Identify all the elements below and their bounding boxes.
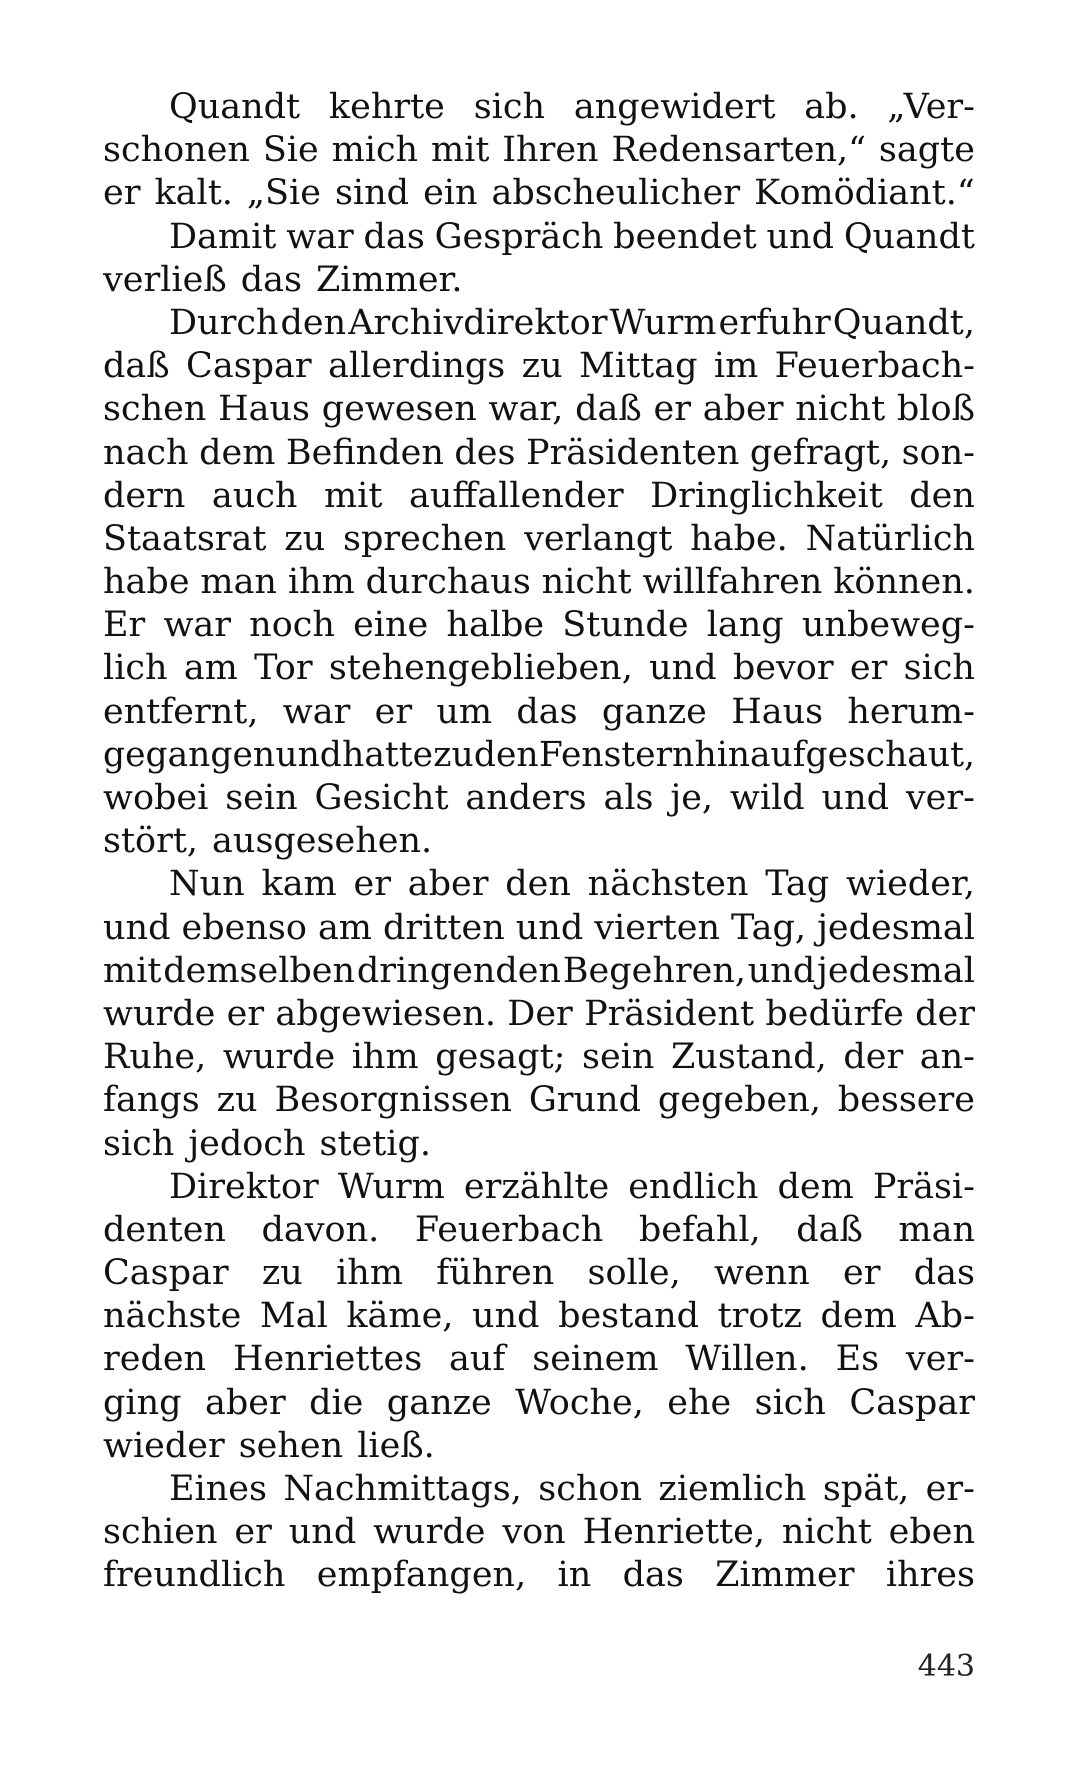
word: war <box>163 605 231 646</box>
word: Gespräch <box>434 216 604 257</box>
word: spät, <box>822 1469 910 1509</box>
word: nach <box>103 432 189 473</box>
body-text <box>103 86 975 1598</box>
word: wild <box>729 778 805 818</box>
word: zu <box>261 1253 303 1294</box>
word: je, <box>670 778 714 818</box>
word: durchaus <box>365 562 531 603</box>
word: lich <box>103 648 168 689</box>
word: war <box>286 216 354 257</box>
word: zu <box>284 518 326 559</box>
word: Caspar <box>849 1382 975 1423</box>
text-line <box>103 820 975 863</box>
word: Quandt <box>843 216 975 257</box>
word: bessere <box>837 1080 975 1121</box>
word: können. <box>833 562 975 603</box>
text-line <box>103 1252 975 1295</box>
word: das <box>622 1555 684 1596</box>
text-line <box>103 993 975 1036</box>
word: sagte <box>878 130 975 171</box>
word: bedürfe <box>765 993 904 1034</box>
word: willfahren <box>642 562 823 603</box>
word: hatte <box>342 734 434 775</box>
word: nicht <box>795 389 886 430</box>
word: unbeweg- <box>801 605 975 646</box>
word: Tor <box>254 648 313 689</box>
word: ihres <box>885 1555 975 1596</box>
word: ebenso <box>181 907 307 948</box>
word: sich <box>754 1382 826 1423</box>
text-line <box>103 432 975 475</box>
word: ehe <box>667 1382 732 1423</box>
word: son- <box>901 432 975 473</box>
word: ihm <box>336 1253 404 1294</box>
word: erzählte <box>463 1166 610 1207</box>
word: jedesmal <box>817 907 975 948</box>
word: demselben <box>163 950 356 991</box>
word: er <box>374 691 413 732</box>
word: empfangen, <box>316 1555 527 1596</box>
word: das <box>913 1253 975 1294</box>
word: der <box>843 1037 904 1078</box>
word: sprechen <box>343 518 507 559</box>
text-line <box>103 388 975 431</box>
word: Willen. <box>685 1339 809 1380</box>
text-line <box>103 1036 975 1079</box>
word: gesagt; <box>435 1037 566 1078</box>
word: allerdings <box>328 346 506 387</box>
word: Redensarten,“ <box>611 130 867 171</box>
word: anders <box>465 778 587 818</box>
word: Staatsrat <box>103 518 267 559</box>
word: am <box>183 648 238 689</box>
text-line <box>103 734 975 777</box>
word: Ruhe, <box>103 1037 207 1078</box>
word: sein <box>225 778 298 818</box>
word: Henriette, <box>582 1512 765 1553</box>
word: käme, <box>346 1296 454 1337</box>
word: verlangt <box>524 518 673 559</box>
word: die <box>309 1382 364 1423</box>
word: er- <box>925 1469 975 1509</box>
word: den <box>505 864 571 905</box>
word: den <box>473 734 539 775</box>
word: kam <box>261 864 337 905</box>
word: nicht <box>541 562 632 603</box>
word: Grund <box>528 1080 641 1121</box>
word: sein <box>581 1037 655 1078</box>
word: ganze <box>601 691 707 732</box>
text-line <box>103 1468 975 1511</box>
word: Damit <box>169 216 277 257</box>
word: Stunde <box>562 605 689 646</box>
word: er <box>234 1512 272 1553</box>
word: gewesen <box>321 389 477 430</box>
word: daß <box>796 1209 863 1250</box>
word: Er <box>103 605 146 646</box>
word: Wurm <box>609 302 717 343</box>
word: er <box>226 993 265 1034</box>
word: das <box>516 691 578 732</box>
word: Zimmer <box>715 1555 855 1596</box>
word: beendet <box>613 216 757 257</box>
text-line <box>103 1295 975 1338</box>
word: er <box>849 648 888 689</box>
word: bloß <box>896 389 975 430</box>
word: nächsten <box>587 864 749 905</box>
word: stetig. <box>319 1123 432 1164</box>
word: denten <box>103 1209 226 1250</box>
word: und <box>288 1512 357 1553</box>
word: gegangen <box>103 734 276 775</box>
word: schon <box>538 1469 642 1509</box>
text-line <box>103 907 975 950</box>
word: Gesicht <box>314 778 449 818</box>
word: dern <box>103 475 186 516</box>
text-line <box>103 475 975 518</box>
word: dritten <box>383 907 505 948</box>
word: jedoch <box>188 1123 306 1164</box>
word: Feuerbach <box>414 1209 604 1250</box>
word: ab. <box>804 87 859 127</box>
text-line <box>103 1425 975 1468</box>
word: Eines <box>169 1469 267 1509</box>
word: entfernt, <box>103 691 259 732</box>
word: Präsident <box>584 993 755 1034</box>
word: noch <box>249 605 335 646</box>
text-line <box>103 1123 975 1166</box>
word: sich <box>103 1123 175 1164</box>
word: Feuerbach- <box>774 346 975 387</box>
word: Quandt, <box>832 302 975 343</box>
word: freundlich <box>103 1555 286 1596</box>
word: Komödiant.“ <box>754 173 975 214</box>
word: ihm <box>351 1037 419 1078</box>
word: Es <box>835 1339 880 1380</box>
word: Sie <box>262 130 319 171</box>
word: aber <box>407 864 489 905</box>
word: er <box>843 1253 881 1294</box>
text-line <box>103 172 975 215</box>
word: mit <box>103 950 162 991</box>
text-line <box>103 604 975 647</box>
word: von <box>502 1512 566 1553</box>
word: wenn <box>714 1253 810 1294</box>
word: Mal <box>259 1296 328 1337</box>
word: ein <box>423 173 478 214</box>
word: bevor <box>732 648 834 689</box>
word: im <box>713 346 759 387</box>
word: ihm <box>287 562 355 603</box>
word: vierten <box>594 907 720 948</box>
word: Durch <box>169 302 279 343</box>
word: mit <box>323 475 383 516</box>
word: „Sie <box>246 173 321 214</box>
word: sich <box>473 87 546 127</box>
word: er <box>353 864 391 905</box>
word: als <box>603 778 654 818</box>
word: lang <box>706 605 784 646</box>
word: trotz <box>717 1296 802 1337</box>
word: Haus <box>731 691 824 732</box>
word: am <box>317 907 372 948</box>
word: aber <box>702 389 784 430</box>
text-line <box>103 86 975 129</box>
word: Natürlich <box>805 518 975 559</box>
word: Präsi- <box>872 1166 975 1207</box>
word: sich <box>903 648 975 689</box>
word: das <box>363 216 425 257</box>
word: Tag, <box>731 907 807 948</box>
word: schen <box>103 389 207 430</box>
word: dringenden <box>356 950 562 991</box>
word: zu <box>433 734 474 775</box>
word: war, <box>488 389 564 430</box>
word: hinaufgeschaut, <box>694 734 975 775</box>
word: Besorgnissen <box>274 1080 512 1121</box>
word: wurde <box>222 1037 336 1078</box>
word: den <box>280 302 347 343</box>
word: Wurm <box>337 1166 445 1207</box>
word: und <box>747 950 816 991</box>
text-line <box>103 1382 975 1425</box>
text-line <box>103 302 975 345</box>
word: und <box>275 734 342 775</box>
word: kalt. <box>154 173 233 214</box>
word: kehrte <box>328 87 445 127</box>
text-line <box>103 1166 975 1209</box>
word: Dringlichkeit <box>650 475 883 516</box>
word: jedesmal <box>817 950 975 991</box>
word: fangs <box>103 1080 200 1121</box>
word: gegeben, <box>657 1080 821 1121</box>
word: wurde <box>373 1512 486 1553</box>
word: und <box>472 1296 540 1337</box>
word: man <box>200 562 277 603</box>
word: des <box>454 432 516 473</box>
word: Ihren <box>502 130 599 171</box>
word: Ab- <box>915 1296 975 1337</box>
word: das <box>240 259 302 300</box>
word: dem <box>820 1296 897 1337</box>
word: mich <box>331 130 419 171</box>
word: Fenstern <box>538 734 695 775</box>
word: angewidert <box>573 87 776 127</box>
word: wurde <box>103 993 216 1034</box>
word: nächste <box>103 1296 242 1337</box>
word: Nachmittags, <box>283 1469 522 1509</box>
word: sehen <box>238 1425 344 1466</box>
word: auf <box>449 1339 506 1380</box>
word: ganze <box>386 1382 492 1423</box>
word: Nun <box>169 864 245 905</box>
text-line <box>103 216 975 259</box>
word: er <box>103 173 141 214</box>
word: Befinden <box>285 432 444 473</box>
word: befahl, <box>638 1209 761 1250</box>
word: sind <box>334 173 410 214</box>
text-line <box>103 1554 975 1597</box>
word: und <box>103 907 171 948</box>
word: Tag <box>765 864 830 905</box>
word: bestand <box>558 1296 700 1337</box>
text-line <box>103 647 975 690</box>
word: ver- <box>905 778 975 818</box>
word: Präsidenten <box>526 432 740 473</box>
word: gefragt, <box>749 432 892 473</box>
word: reden <box>103 1339 207 1380</box>
word: ver- <box>905 1339 975 1380</box>
word: eine <box>353 605 429 646</box>
word: mit <box>430 130 490 171</box>
word: Zustand, <box>670 1037 827 1078</box>
word: den <box>909 475 975 516</box>
word: Direktor <box>169 1166 319 1207</box>
word: dem <box>199 432 276 473</box>
text-line <box>103 1079 975 1122</box>
word: war <box>282 691 351 732</box>
text-line <box>103 1209 975 1252</box>
word: Woche, <box>515 1382 644 1423</box>
word: Der <box>507 993 573 1034</box>
word: und <box>821 778 890 818</box>
word: an- <box>919 1037 975 1078</box>
word: ausgesehen. <box>212 821 433 862</box>
word: er <box>653 389 691 430</box>
text-line <box>103 777 975 820</box>
word: stehengeblieben, <box>328 648 633 689</box>
text-line <box>103 950 975 993</box>
text-line <box>103 1338 975 1381</box>
word: um <box>436 691 493 732</box>
word: in <box>557 1555 592 1596</box>
word: verließ <box>103 259 227 300</box>
word: ziemlich <box>658 1469 807 1509</box>
word: auffallender <box>408 475 624 516</box>
word: daß <box>103 346 170 387</box>
text-line <box>103 259 975 302</box>
word: Henriettes <box>232 1339 423 1380</box>
word: „Ver- <box>887 87 975 127</box>
text-line <box>103 1511 975 1554</box>
word: abscheulicher <box>491 173 741 214</box>
word: habe. <box>690 518 788 559</box>
word: seinem <box>532 1339 659 1380</box>
word: endlich <box>628 1166 759 1207</box>
word: schien <box>103 1512 218 1553</box>
word: zu <box>216 1080 258 1121</box>
word: Caspar <box>186 346 312 387</box>
word: wobei <box>103 778 209 818</box>
word: Zimmer. <box>315 259 463 300</box>
word: ließ. <box>357 1425 435 1466</box>
word: halbe <box>446 605 545 646</box>
word: abgewiesen. <box>275 993 496 1034</box>
word: und <box>649 648 717 689</box>
word: stört, <box>103 821 199 862</box>
word: Mittag <box>579 346 698 387</box>
word: solle, <box>587 1253 681 1294</box>
word: herum- <box>847 691 975 732</box>
word: der <box>915 993 975 1034</box>
word: Quandt <box>169 87 301 127</box>
word: ging <box>103 1382 182 1423</box>
word: schonen <box>103 130 250 171</box>
word: Haus <box>218 389 311 430</box>
word: erfuhr <box>718 302 831 343</box>
text-line <box>103 691 975 734</box>
word: daß <box>575 389 642 430</box>
word: davon. <box>261 1209 380 1250</box>
word: Archivdirektor <box>348 302 608 343</box>
word: nicht <box>781 1512 872 1553</box>
word: und <box>766 216 835 257</box>
word: wieder, <box>845 864 975 905</box>
word: Caspar <box>103 1253 229 1294</box>
text-line <box>103 518 975 561</box>
word: man <box>898 1209 975 1250</box>
word: zu <box>521 346 563 387</box>
word: auch <box>211 475 298 516</box>
word: führen <box>436 1253 555 1294</box>
word: aber <box>204 1382 286 1423</box>
word: wieder <box>103 1425 225 1466</box>
word: und <box>515 907 584 948</box>
word: eben <box>888 1512 975 1553</box>
text-line <box>103 345 975 388</box>
text-line <box>103 129 975 172</box>
page-number: 443 <box>917 1649 975 1684</box>
text-line <box>103 561 975 604</box>
word: habe <box>103 562 190 603</box>
text-line <box>103 863 975 906</box>
word: Begehren, <box>562 950 746 991</box>
word: dem <box>777 1166 854 1207</box>
